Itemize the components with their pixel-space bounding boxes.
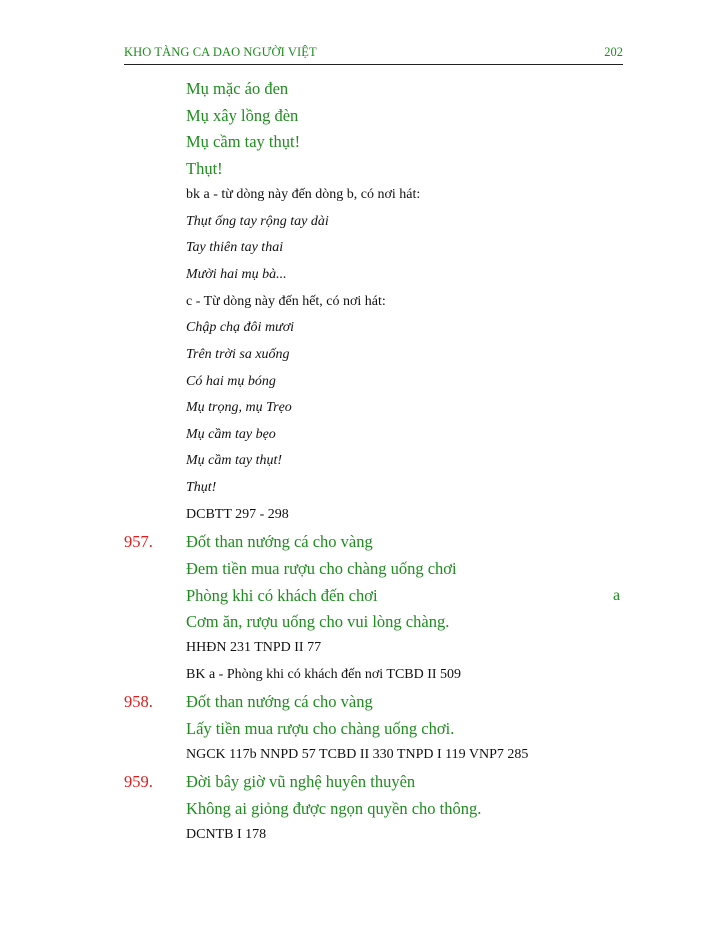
verse-line: Đời bây giờ vũ nghệ huyên thuyên [186,772,416,791]
variant-note: c - Từ dòng này đến hết, có nơi hát: [186,294,386,309]
book-title: KHO TÀNG CA DAO NGƯỜI VIỆT [124,45,317,59]
entry-number: 958. [124,692,153,711]
verse-line: Lấy tiền mua rượu cho chàng uống chơi. [186,719,455,738]
variant-line: Mụ cầm tay bẹo [186,427,276,442]
variant-line: Mụ trọng, mụ Trẹo [186,400,292,415]
variant-line: Tay thiên tay thai [186,240,284,255]
source-reference: NGCK 117b NNPD 57 TCBD II 330 TNPD I 119 VNP7 285 [186,747,529,762]
variant-note: bk a - từ dòng này đến dòng b, có nơi hát: [186,187,421,202]
variant-line: Thụt! [186,480,217,495]
verse-line: Mụ cầm tay thụt! [186,132,301,151]
source-reference: DCBTT 297 - 298 [186,507,289,522]
variant-line: Mụ cầm tay thụt! [186,453,283,468]
verse-line: Thụt! [186,159,223,178]
page-number: 202 [604,45,623,59]
variant-line: Chập chạ đôi mươi [186,320,295,335]
variant-note: BK a - Phòng khi có khách đến nơi TCBD II 509 [186,667,462,682]
entry-number: 959. [124,772,153,791]
verse-line: Cơm ăn, rượu uống cho vui lòng chàng. [186,612,450,631]
verse-line: Không ai giỏng được ngọn quyền cho thông. [186,799,482,818]
verse-line: Phòng khi có khách đến chơi [186,586,378,605]
variant-line: Mười hai mụ bà... [186,267,287,282]
variant-line: Thụt ống tay rộng tay dài [186,214,329,229]
source-reference: HHĐN 231 TNPD II 77 [186,640,322,655]
verse-line: Đốt than nướng cá cho vàng [186,692,373,711]
verse-line: Mụ mặc áo đen [186,79,289,98]
variant-line: Có hai mụ bóng [186,374,276,389]
verse-line: Mụ xây lồng đèn [186,106,299,125]
entry-number: 957. [124,532,153,551]
verse-line: Đốt than nướng cá cho vàng [186,532,373,551]
verse-line: Đem tiền mua rượu cho chàng uống chơi [186,559,457,578]
variant-marker: a [613,587,621,604]
source-reference: DCNTB I 178 [186,827,267,842]
page-header [124,44,623,65]
variant-line: Trên trời sa xuống [186,347,290,362]
